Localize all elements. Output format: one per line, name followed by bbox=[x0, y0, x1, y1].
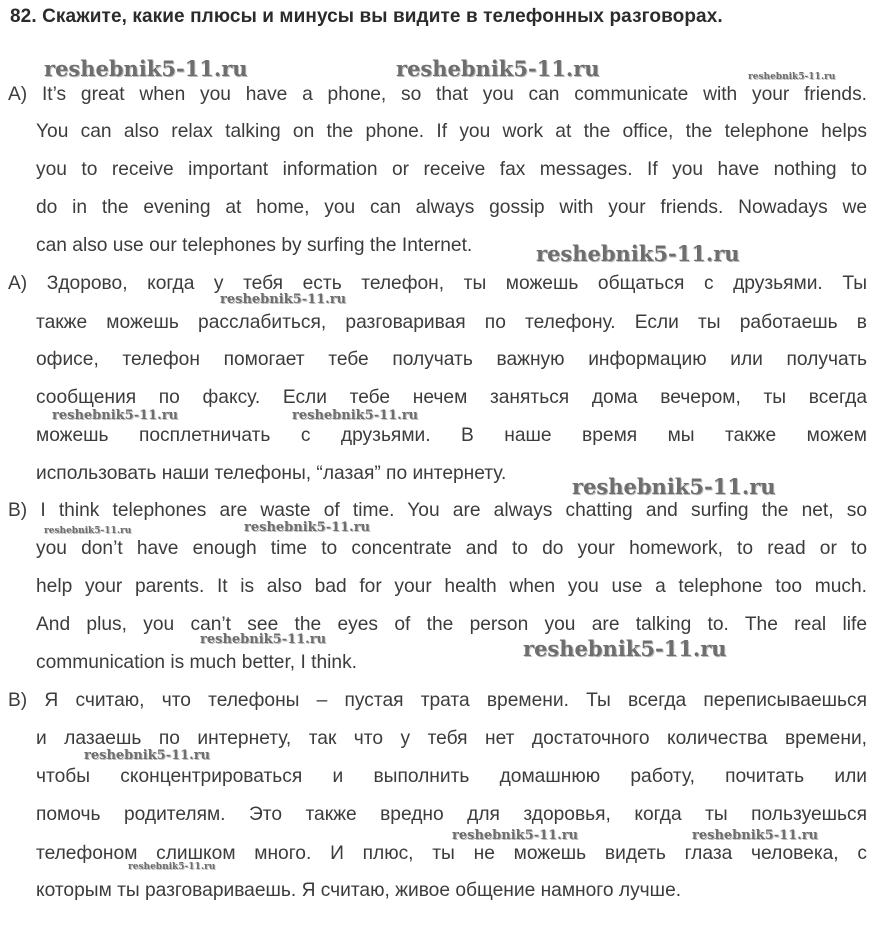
paragraph-b-ru-line: телефоном слишком много. И плюс, ты не можешь видеть глаза человека, с bbox=[36, 843, 867, 864]
watermark: reshebnik5-11.ru bbox=[200, 632, 327, 647]
paragraph-b-en-line: help your parents. It is also bad for your health when you use a telephone too much. bbox=[36, 576, 867, 597]
paragraph-a-en-line: A) It’s great when you have a phone, so that you can communicate with your friends. bbox=[8, 84, 867, 105]
watermark: reshebnik5-11.ru bbox=[128, 862, 216, 872]
paragraph-b-ru-line: помочь родителям. Это также вредно для здоровья, когда ты пользуешься bbox=[36, 804, 867, 825]
paragraph-a-ru-line: офисе, телефон помогает тебе получать важную информацию или получать bbox=[36, 349, 867, 370]
watermark: reshebnik5-11.ru bbox=[523, 636, 727, 661]
paragraph-b-ru-line: чтобы сконцентрироваться и выполнить домашнюю работу, почитать или bbox=[36, 766, 867, 787]
exercise-title: 82. Скажите, какие плюсы и минусы вы видите в телефонных разговорах. bbox=[10, 6, 723, 27]
paragraph-b-ru-line: и лазаешь по интернету, так что у тебя нет достаточного количества времени, bbox=[36, 728, 867, 749]
watermark: reshebnik5-11.ru bbox=[52, 408, 179, 423]
paragraph-a-ru-line: можешь посплетничать с друзьями. В наше время мы также можем bbox=[36, 425, 867, 446]
watermark: reshebnik5-11.ru bbox=[452, 828, 579, 843]
paragraph-a-ru-line: использовать наши телефоны, “лазая” по интернету. bbox=[36, 463, 507, 484]
paragraph-b-en-line: you don’t have enough time to concentrate and to do your homework, to read or to bbox=[36, 538, 867, 559]
paragraph-b-en-line: B) I think telephones are waste of time. You are always chatting and surfing the net, so bbox=[8, 500, 867, 521]
paragraph-a-en-line: do in the evening at home, you can always gossip with your friends. Nowadays we bbox=[36, 197, 867, 218]
watermark: reshebnik5-11.ru bbox=[748, 72, 836, 82]
watermark: reshebnik5-11.ru bbox=[44, 526, 132, 536]
watermark: reshebnik5-11.ru bbox=[396, 56, 600, 81]
paragraph-b-ru-line: В) Я считаю, что телефоны – пустая трата времени. Ты всегда переписываешься bbox=[8, 690, 867, 711]
paragraph-b-en-line: And plus, you can’t see the eyes of the person you are talking to. The real life bbox=[36, 614, 867, 635]
paragraph-a-ru-line: А) Здорово, когда у тебя есть телефон, ты можешь общаться с друзьями. Ты bbox=[8, 273, 867, 294]
watermark: reshebnik5-11.ru bbox=[536, 241, 740, 266]
watermark: reshebnik5-11.ru bbox=[220, 292, 347, 307]
paragraph-a-en-line: You can also relax talking on the phone. If you work at the office, the telephone helps bbox=[36, 121, 867, 142]
watermark: reshebnik5-11.ru bbox=[244, 520, 371, 535]
paragraph-a-en-line: you to receive important information or receive fax messages. If you have nothing to bbox=[36, 159, 867, 180]
paragraph-b-en-line: communication is much better, I think. bbox=[36, 652, 357, 673]
paragraph-a-ru-line: также можешь расслабиться, разговаривая по телефону. Если ты работаешь в bbox=[36, 312, 867, 333]
paragraph-a-ru-line: сообщения по факсу. Если тебе нечем заняться дома вечером, ты всегда bbox=[36, 387, 867, 408]
paragraph-b-ru-line: которым ты разговариваешь. Я считаю, живое общение намного лучше. bbox=[36, 880, 682, 901]
watermark: reshebnik5-11.ru bbox=[44, 56, 248, 81]
paragraph-a-en-line: can also use our telephones by surfing the Internet. bbox=[36, 235, 473, 256]
watermark: reshebnik5-11.ru bbox=[292, 408, 419, 423]
watermark: reshebnik5-11.ru bbox=[572, 474, 776, 499]
watermark: reshebnik5-11.ru bbox=[692, 828, 819, 843]
watermark: reshebnik5-11.ru bbox=[84, 748, 211, 763]
